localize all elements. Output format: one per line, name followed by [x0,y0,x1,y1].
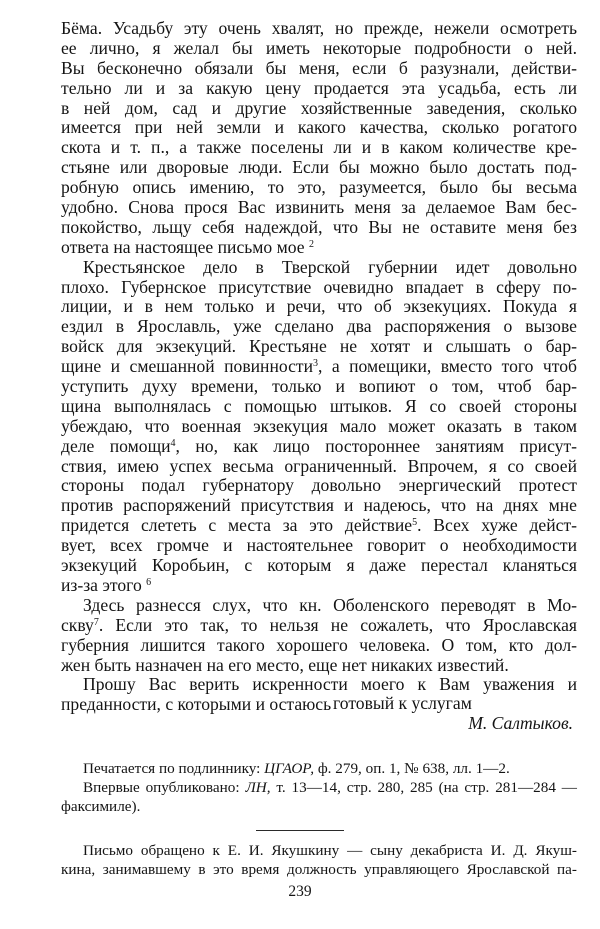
publication-abbrev: ЛН, [245,779,271,796]
text-line: Прошу Вас верить искренности моего к Вам уважения и [83,674,577,695]
text-fragment: придется слететь с места за это действие [61,515,413,536]
archive-abbrev: ЦГАОР, [264,760,315,777]
text-line [61,616,577,636]
text-line: ее лично, я желал бы иметь некоторые подробности о ней. [61,37,577,58]
commentary [61,841,577,879]
text-fragment: т. 13—14, стр. 280, 285 (на стр. 281—284 — [270,779,577,796]
footnote-mark: 3 [313,358,319,370]
text-line: скота и т. п., а также поселены ли и в каком количестве кре- [61,137,577,158]
author-signature: М. Салтыков. [468,713,573,733]
text-line: плохо. Губернское присутствие очевидно впадает в сферу по- [61,276,577,297]
text-line: ствия, имею успех весьма ограниченный. Впрочем, я со своей [61,455,577,476]
text-line: стороны подал губернатору довольно энергический протест [61,475,577,496]
text-line: уступить духу времени, только и вопиют о том, чтоб бар- [61,376,577,397]
section-divider [256,830,344,831]
text-line: вует, всех громче и настоятельнее говорит о необходимости [61,535,577,556]
source-line: факсимиле). [61,798,141,815]
text-line: удобно. Снова прося Вас извинить меня за делаемое Вам бес- [61,197,577,218]
page-number: 239 [288,883,312,900]
text-line: стьяне или дворовые люди. Если бы можно было достать под- [61,157,577,178]
text-line [61,357,577,377]
footnote-mark: 2 [308,238,314,250]
text-fragment: , а помещики, вместо того чтоб [318,356,577,377]
source-note [61,759,577,816]
source-line [61,759,577,778]
text-fragment: Печатается по подлиннику: [83,760,265,777]
text-line [61,238,577,258]
text-line: экзекуций Коробьин, с которым я даже перестал кланяться [61,555,577,576]
text-fragment: ответа на настоящее письмо мое [61,236,305,257]
text-line: робную опись имению, то это, разумеется, было бы весьма [61,177,577,198]
commentary-line: Письмо обращено к Е. И. Якушкину — сыну декабриста И. Д. Якуш- [83,842,577,859]
commentary-line: кина, занимавшему в это время должность управляющего Ярославской па- [61,861,577,878]
text-fragment: . Всех хуже дейст- [417,515,578,536]
letter-text [61,19,577,715]
text-line: убеждаю, что военная экзекуция мало может оказать в таком [61,415,577,436]
text-fragment: . Если это так, то нельзя не сожалеть, что Ярославская [98,614,577,635]
footnote-mark: 4 [170,437,176,449]
text-fragment: щине и смешанной повинности [61,356,314,377]
footnote-mark: 5 [412,517,418,529]
text-line: покойство, льщу себя надеждой, что Вы не оставите меня без [61,216,577,237]
text-fragment: деле помощи [61,435,171,456]
text-fragment: из-за этого [61,574,142,595]
text-line [61,516,577,536]
footnote-mark: 6 [146,576,152,588]
text-line: войск для экзекуций. Крестьяне не хотят и слышать о бар- [61,336,577,357]
text-line: в ней дом, сад и другие хозяйственные заведения, сколько [61,97,577,118]
text-line: щина выполнялась с помощью штыков. Я со своей стороны [61,395,577,416]
source-line [61,778,577,797]
text-fragment: Впервые опубликовано: [83,779,246,796]
text-line: Крестьянское дело в Тверской губернии идет довольно [83,256,577,277]
text-line: Бёма. Усадьбу эту очень хвалят, но прежде, нежели осмотреть [61,18,577,38]
text-line: преданности, с которыми и остаюсь [61,694,332,715]
text-line [61,437,577,457]
text-line: против распоряжений присутствия и надеюсь, что на днях мне [61,495,577,516]
text-line: жен быть назначен на его место, еще нет никаких известий. [61,654,509,675]
text-line: имеется при ней земли и какого качества, сколько рогатого [61,117,577,138]
text-line: губерния лишится такого хорошего человека. О том, кто дол- [61,634,577,655]
text-line: тельно ли и за какую цену продается эта усадьба, есть ли [61,77,577,98]
text-fragment: , но, как лицо постороннее занятиям присут- [175,435,577,456]
closing-phrase: готовый к услугам [333,693,472,713]
text-line: ездил в Ярославль, уже сделано два распоряжения о вызове [61,316,577,337]
text-line: Здесь разнесся слух, что кн. Оболенского переводят в Мо- [83,594,577,615]
text-line: Вы бесконечно обязали бы меня, если б разузнали, действи- [61,57,577,78]
text-fragment: скву [61,614,94,635]
text-fragment: ф. 279, оп. 1, № 638, лл. 1—2. [314,760,510,777]
text-line [61,576,577,596]
text-line: лиции, и в нем только и речи, что об экзекуциях. Покуда я [61,296,577,317]
footnote-mark: 7 [93,616,99,628]
